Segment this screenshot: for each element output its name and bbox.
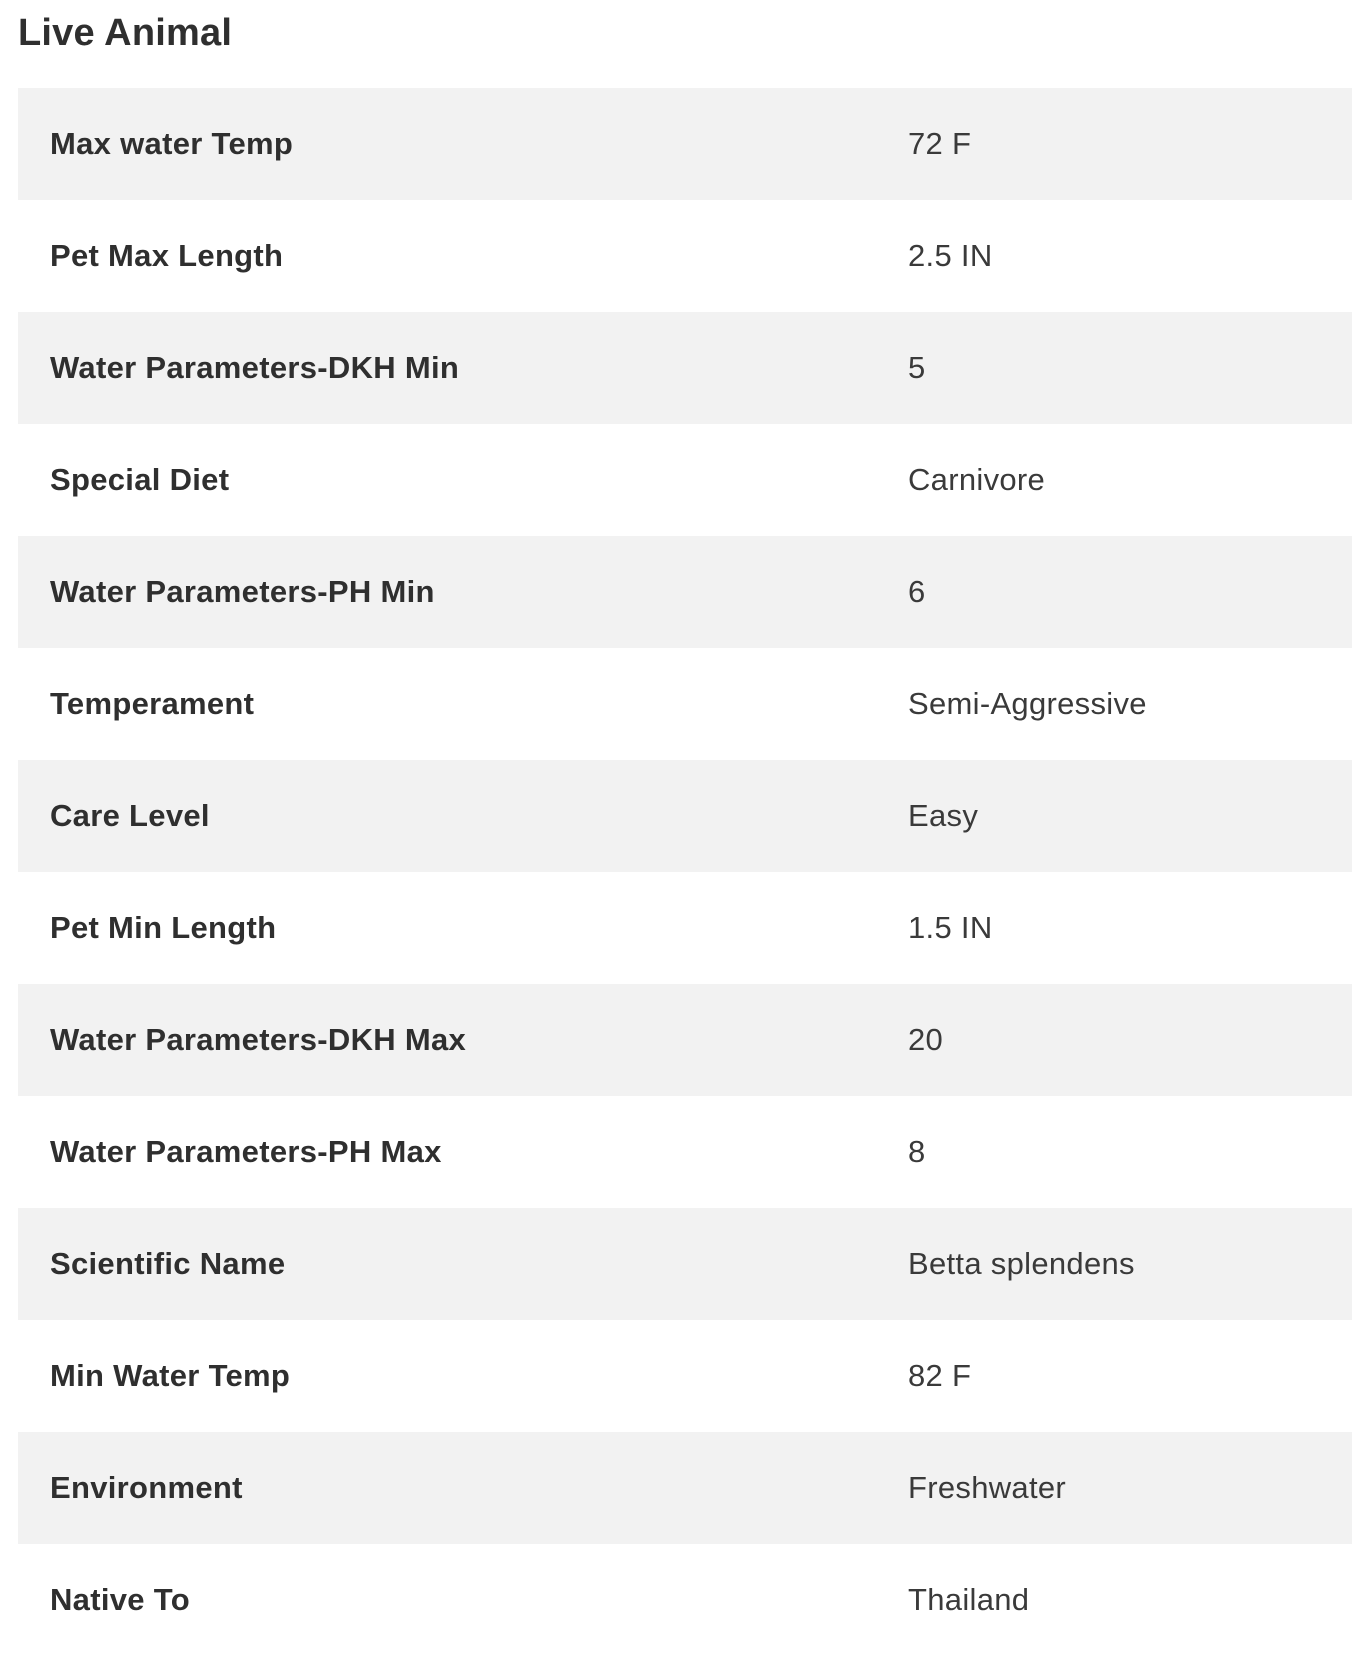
- spec-value: 5: [908, 312, 1352, 424]
- spec-row-max-water-temp: [18, 88, 1352, 200]
- spec-label: Native To: [18, 1544, 908, 1656]
- spec-value: 72 F: [908, 88, 1352, 200]
- spec-row-dkh-min: [18, 312, 1352, 424]
- spec-value: Freshwater: [908, 1432, 1352, 1544]
- spec-label: Scientific Name: [18, 1208, 908, 1320]
- spec-value: 6: [908, 536, 1352, 648]
- spec-row-ph-min: [18, 536, 1352, 648]
- spec-label: Water Parameters-DKH Min: [18, 312, 908, 424]
- section-title: Live Animal: [18, 12, 233, 54]
- spec-row-temperament: [18, 648, 1352, 760]
- spec-value: 2.5 IN: [908, 200, 1352, 312]
- spec-row-pet-max-length: [18, 200, 1352, 312]
- spec-row-min-water-temp: [18, 1320, 1352, 1432]
- spec-value: 82 F: [908, 1320, 1352, 1432]
- spec-label: Care Level: [18, 760, 908, 872]
- spec-label: Min Water Temp: [18, 1320, 908, 1432]
- spec-label: Water Parameters-DKH Max: [18, 984, 908, 1096]
- spec-value: 8: [908, 1096, 1352, 1208]
- spec-row-special-diet: [18, 424, 1352, 536]
- spec-row-dkh-max: [18, 984, 1352, 1096]
- spec-value: 20: [908, 984, 1352, 1096]
- spec-value: 1.5 IN: [908, 872, 1352, 984]
- spec-row-environment: [18, 1432, 1352, 1544]
- spec-value: Thailand: [908, 1544, 1352, 1656]
- specifications-table: [18, 88, 1352, 1656]
- spec-value: Betta splendens: [908, 1208, 1352, 1320]
- spec-value: Semi-Aggressive: [908, 648, 1352, 760]
- spec-label: Pet Min Length: [18, 872, 908, 984]
- spec-label: Water Parameters-PH Min: [18, 536, 908, 648]
- spec-row-care-level: [18, 760, 1352, 872]
- spec-value: Carnivore: [908, 424, 1352, 536]
- spec-label: Pet Max Length: [18, 200, 908, 312]
- spec-label: Temperament: [18, 648, 908, 760]
- spec-row-ph-max: [18, 1096, 1352, 1208]
- specifications-table-body: [18, 88, 1352, 1656]
- spec-label: Special Diet: [18, 424, 908, 536]
- spec-row-native-to: [18, 1544, 1352, 1656]
- spec-label: Water Parameters-PH Max: [18, 1096, 908, 1208]
- spec-value: Easy: [908, 760, 1352, 872]
- spec-label: Max water Temp: [18, 88, 908, 200]
- spec-label: Environment: [18, 1432, 908, 1544]
- spec-row-scientific-name: [18, 1208, 1352, 1320]
- spec-row-pet-min-length: [18, 872, 1352, 984]
